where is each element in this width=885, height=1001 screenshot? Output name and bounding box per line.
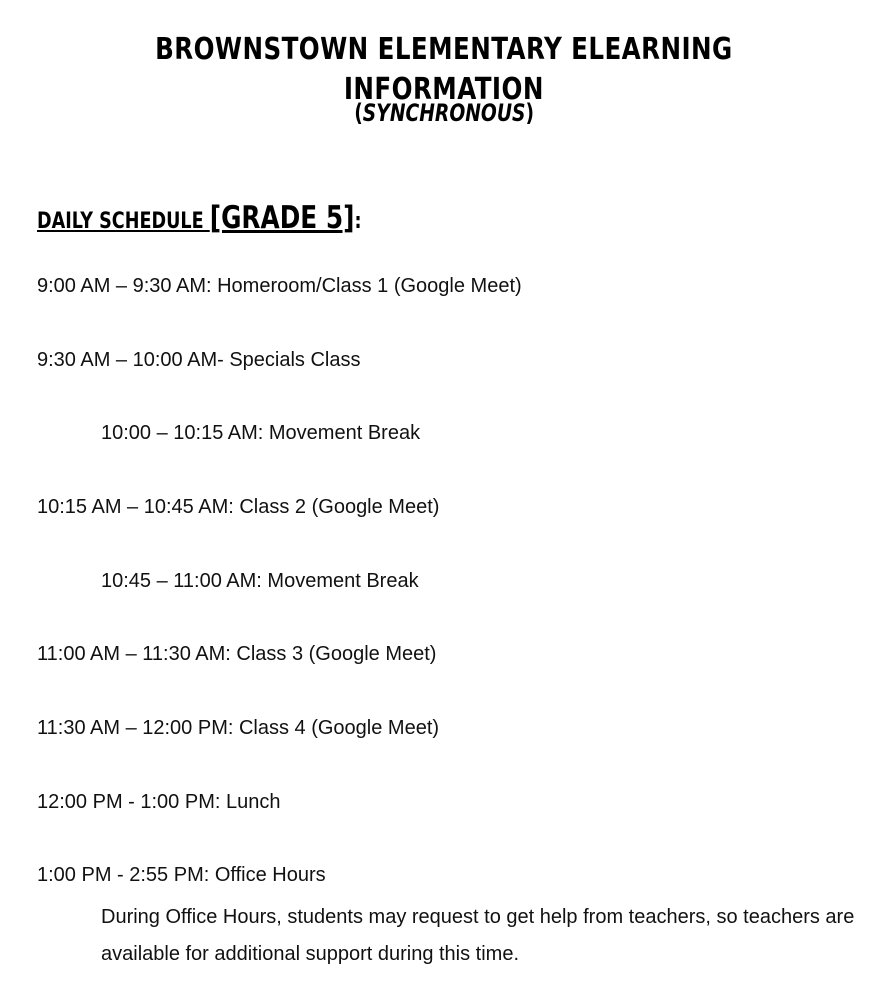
schedule-item: 11:30 AM – 12:00 PM: Class 4 (Google Meet): [37, 717, 440, 739]
subtitle-close-paren: ): [525, 99, 535, 127]
schedule-item: 9:00 AM – 9:30 AM: Homeroom/Class 1 (Google Meet): [37, 275, 522, 297]
heading-grade: [GRADE 5]: [209, 200, 355, 236]
schedule-item: 11:00 AM – 11:30 AM: Class 3 (Google Meet): [37, 643, 437, 665]
schedule-item-break: 10:45 – 11:00 AM: Movement Break: [101, 570, 419, 592]
schedule-item: 12:00 PM - 1:00 PM: Lunch: [37, 791, 281, 813]
document-title: BROWNSTOWN ELEMENTARY ELEARNING INFORMATION: [155, 32, 733, 107]
subtitle-open-paren: (: [354, 99, 363, 127]
schedule-item: 1:00 PM - 2:55 PM: Office Hours: [37, 864, 326, 886]
office-hours-note: During Office Hours, students may request to get help from teachers, so teachers are available for additional support during this time.: [101, 906, 855, 965]
daily-schedule-heading: [37, 200, 362, 236]
subtitle-text: SYNCHRONOUS: [362, 99, 526, 127]
heading-suffix: :: [354, 209, 362, 234]
document-subtitle: [99, 96, 789, 130]
heading-prefix: DAILY SCHEDULE: [37, 209, 210, 234]
schedule-item: 10:15 AM – 10:45 AM: Class 2 (Google Meet): [37, 496, 440, 518]
schedule-item: 9:30 AM – 10:00 AM- Specials Class: [37, 349, 361, 371]
schedule-item-break: 10:00 – 10:15 AM: Movement Break: [101, 422, 421, 444]
